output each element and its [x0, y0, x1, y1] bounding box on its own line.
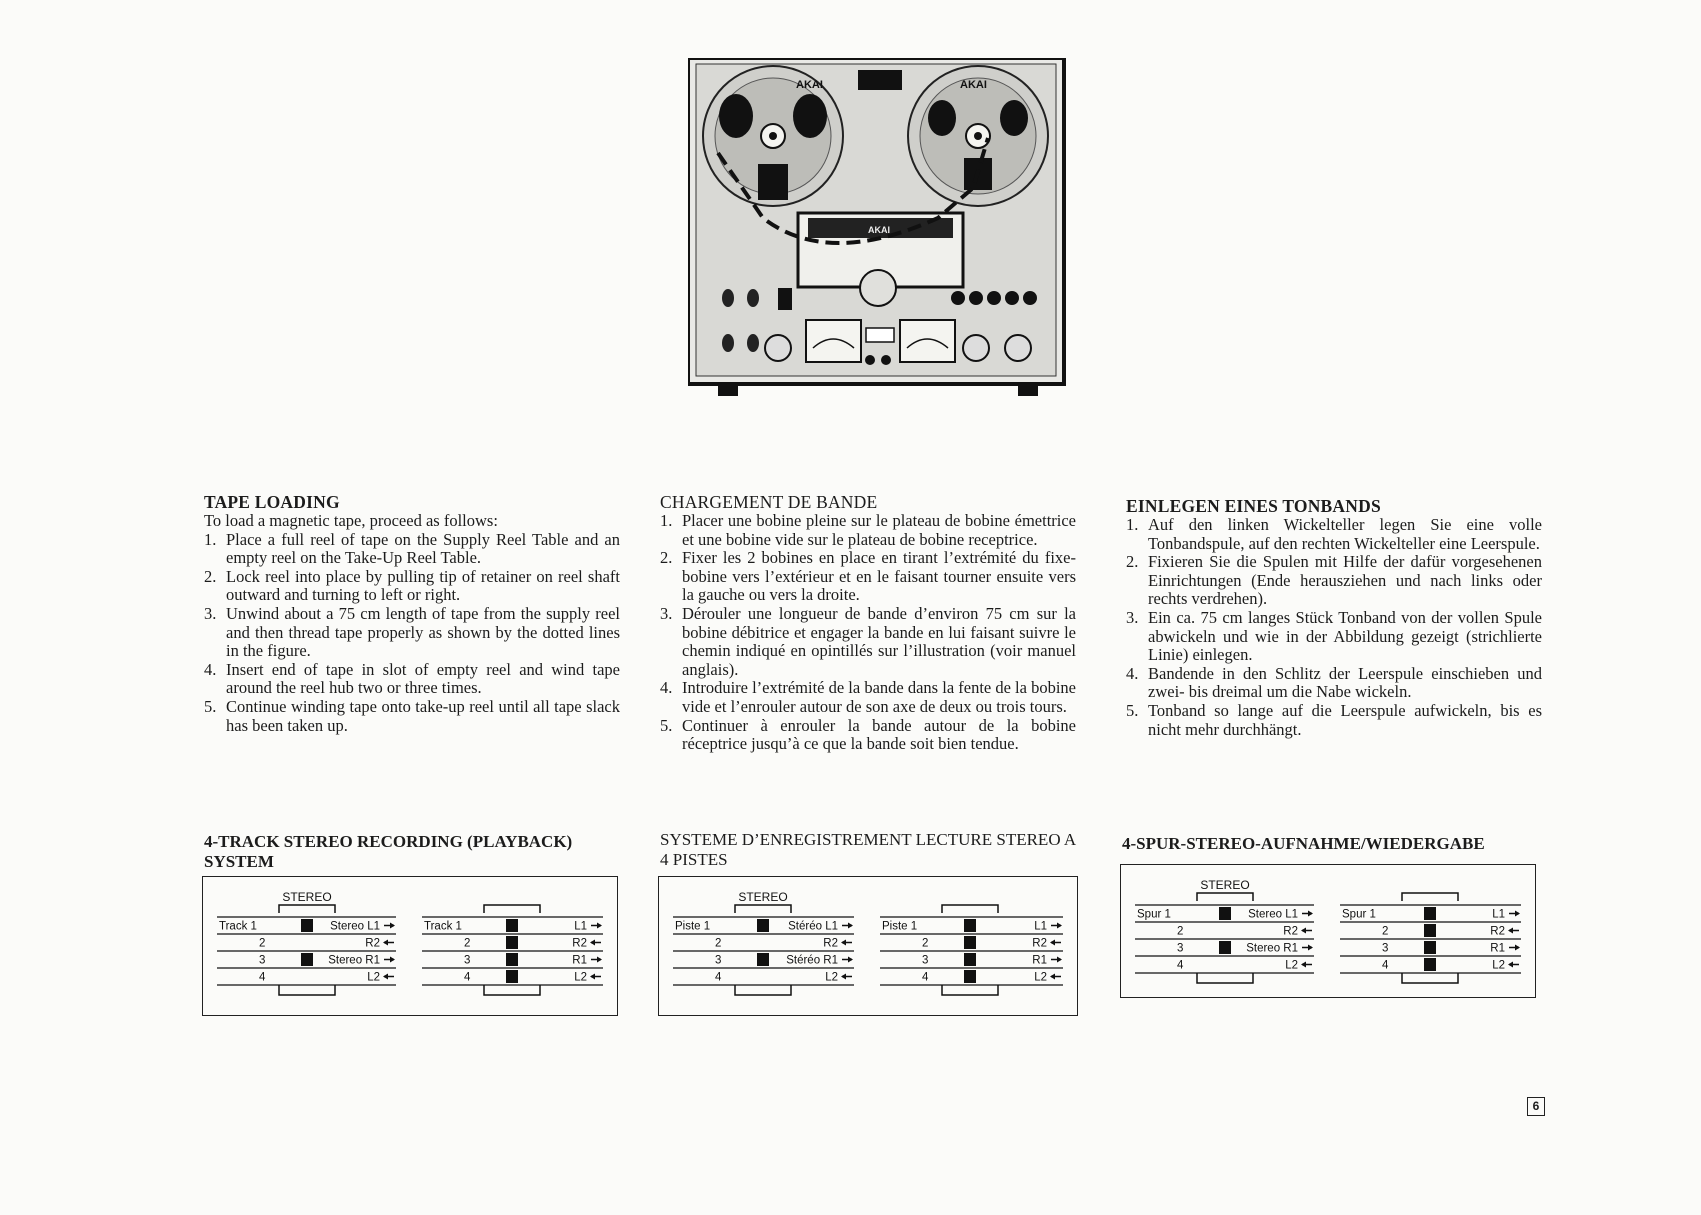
channel-label: L2 — [1285, 959, 1298, 972]
track-label: Spur 1 — [1342, 908, 1376, 921]
arrow-head — [841, 940, 846, 946]
track-label: 4 — [464, 971, 471, 984]
german-column — [1126, 496, 1542, 739]
channel-label: L2 — [1034, 971, 1047, 984]
arrow-head — [1308, 911, 1313, 917]
channel-label: Stéréo R1 — [786, 954, 838, 967]
channel-label: Stéréo L1 — [788, 920, 838, 933]
head-gap — [757, 919, 769, 932]
channel-label: L2 — [825, 971, 838, 984]
head-gap — [1219, 907, 1231, 920]
list-item: 1. Auf den linken Wickelteller legen Sie eine volle Tonbandspule, auf den rechten Wickelteller eine Leerspule. — [1126, 515, 1542, 553]
head-bracket-bottom — [1402, 973, 1458, 983]
list-item: 1. Place a full reel of tape on the Supply Reel Table and an empty reel on the Take-Up Reel Table. — [204, 529, 620, 568]
french-steps — [660, 512, 1076, 754]
arrow-head — [1301, 962, 1306, 968]
arrow-head — [1057, 923, 1062, 929]
channel-label: R2 — [1490, 925, 1505, 938]
list-item: 4. Bandende in den Schlitz der Leerspule einschieben und zwei- bis dreimal um die Nabe wickeln. — [1126, 663, 1542, 702]
track-label: 4 — [715, 971, 722, 984]
track-label: Spur 1 — [1137, 908, 1171, 921]
channel-label: R2 — [1032, 937, 1047, 950]
french-section2-title: SYSTEME D’ENREGISTREMENT LECTURE STEREO A 4 PISTES — [660, 830, 1076, 869]
track-label: 2 — [259, 937, 266, 950]
track-diagram-de — [1120, 864, 1536, 998]
list-item: 5. Continue winding tape onto take-up reel until all tape slack has been taken up. — [204, 696, 620, 735]
english-steps — [204, 531, 620, 736]
track-label: Track 1 — [219, 920, 257, 933]
arrow-head — [390, 957, 395, 963]
track-label: 3 — [464, 954, 471, 967]
channel-label: L1 — [574, 920, 587, 933]
head-gap — [1424, 941, 1436, 954]
french-title: CHARGEMENT DE BANDE — [660, 492, 878, 512]
head-bracket-bottom — [942, 985, 998, 995]
track-label: 3 — [922, 954, 929, 967]
head-gap — [757, 953, 769, 966]
arrow-head — [1308, 945, 1313, 951]
list-item: 2. Fixer les 2 bobines en place en tirant l’extrémité du fixe-bobine vers l’extérieur et en le faisant tourner ensuite vers la gauche ou vers la droite. — [660, 548, 1076, 605]
arrow-head — [590, 940, 595, 946]
english-title: TAPE LOADING — [204, 492, 340, 512]
channel-label: R1 — [572, 954, 587, 967]
head-gap — [506, 936, 518, 949]
arrow-head — [390, 923, 395, 929]
track-label: 3 — [259, 954, 266, 967]
stereo-label: STEREO — [738, 890, 788, 904]
track-label: 4 — [259, 971, 266, 984]
head-bracket-top — [942, 905, 998, 913]
head-gap — [506, 919, 518, 932]
brand-left: AKAI — [796, 79, 823, 91]
track-label: 3 — [715, 954, 722, 967]
track-label: Piste 1 — [882, 920, 918, 933]
head-bracket-bottom — [484, 985, 540, 995]
head-gap — [964, 970, 976, 983]
track-label: 4 — [922, 971, 929, 984]
channel-label: Stereo L1 — [330, 920, 380, 933]
head-bracket-top — [735, 905, 791, 913]
head-gap — [506, 953, 518, 966]
head-gap — [1424, 924, 1436, 937]
german-title: EINLEGEN EINES TONBANDS — [1126, 496, 1381, 516]
head-gap — [964, 936, 976, 949]
stereo-label: STEREO — [282, 890, 332, 904]
arrow-head — [1301, 928, 1306, 934]
channel-label: L1 — [1492, 908, 1505, 921]
brand-center: AKAI — [868, 225, 890, 235]
head-gap — [301, 953, 313, 966]
english-section2-title: 4-TRACK STEREO RECORDING (PLAYBACK) SYSTEM — [204, 832, 573, 871]
list-item: 2. Fixieren Sie die Spulen mit Hilfe der dafür vorgesehenen Einrichtungen (Ende herausziehen und nach links oder rechts verdrehen). — [1126, 552, 1542, 609]
head-gap — [301, 919, 313, 932]
channel-label: R2 — [365, 937, 380, 950]
arrow-head — [848, 957, 853, 963]
list-item: 2. Lock reel into place by pulling tip of retainer on reel shaft outward and turning to left or right. — [204, 566, 620, 605]
head-bracket-bottom — [1197, 973, 1253, 983]
arrow-head — [1515, 945, 1520, 951]
head-gap — [1424, 958, 1436, 971]
arrow-head — [590, 974, 595, 980]
arrow-head — [383, 974, 388, 980]
channel-label: L2 — [367, 971, 380, 984]
track-label: 3 — [1177, 942, 1184, 955]
track-label: 2 — [715, 937, 722, 950]
head-bracket-top — [279, 905, 335, 913]
channel-label: L2 — [574, 971, 587, 984]
arrow-head — [841, 974, 846, 980]
channel-label: R2 — [572, 937, 587, 950]
arrow-head — [1508, 928, 1513, 934]
track-label: 4 — [1382, 959, 1389, 972]
arrow-head — [1515, 911, 1520, 917]
track-label: 2 — [1177, 925, 1184, 938]
german-section2-title: 4-SPUR-STEREO-AUFNAHME/WIEDERGABE — [1122, 834, 1485, 853]
head-gap — [506, 970, 518, 983]
channel-label: R2 — [823, 937, 838, 950]
page-number: 6 — [1527, 1097, 1545, 1116]
track-label: Piste 1 — [675, 920, 711, 933]
head-bracket-top — [484, 905, 540, 913]
list-item: 3. Dérouler une longueur de bande d’environ 75 cm sur la bobine débitrice et engager la bande en lui faisant suivre le chemin indiqué en opintillés sur l’illustration (voir manuel anglais). — [660, 603, 1076, 679]
list-item: 1. Placer une bobine pleine sur le plateau de bobine émettrice et une bobine vide sur le plateau de bobine receptrice. — [660, 511, 1076, 549]
track-label: 2 — [1382, 925, 1389, 938]
track-label: 2 — [922, 937, 929, 950]
arrow-head — [597, 957, 602, 963]
arrow-head — [848, 923, 853, 929]
channel-label: L1 — [1034, 920, 1047, 933]
channel-label: R2 — [1283, 925, 1298, 938]
list-item: 4. Introduire l’extrémité de la bande dans la fente de la bobine vide et l’enrouler autour de son axe de deux ou trois tours. — [660, 678, 1077, 716]
arrow-head — [597, 923, 602, 929]
head-gap — [1219, 941, 1231, 954]
arrow-head — [383, 940, 388, 946]
head-bracket-bottom — [735, 985, 791, 995]
french-column — [660, 492, 1076, 754]
list-item: 3. Ein ca. 75 cm langes Stück Tonband von der vollen Spule abwickeln und wie in der Abbildung gezeigt (strichlierte Linie) einlegen. — [1126, 607, 1542, 665]
arrow-head — [1508, 962, 1513, 968]
channel-label: R1 — [1032, 954, 1047, 967]
tape-deck-photo — [688, 58, 1068, 398]
list-item: 5. Continuer à enrouler la bande autour de la bobine réceptrice jusqu’à ce que la bande soit bien tendue. — [660, 715, 1076, 754]
list-item: 5. Tonband so lange auf die Leerspule aufwickeln, bis es nicht mehr durchhängt. — [1126, 700, 1542, 739]
channel-label: Stereo R1 — [1246, 942, 1298, 955]
channel-label: R1 — [1490, 942, 1505, 955]
head-gap — [964, 953, 976, 966]
head-gap — [1424, 907, 1436, 920]
english-column — [204, 492, 620, 735]
brand-right: AKAI — [960, 79, 987, 91]
track-diagram-en — [202, 876, 618, 1016]
head-bracket-top — [1197, 893, 1253, 901]
german-steps — [1126, 516, 1542, 739]
track-label: 3 — [1382, 942, 1389, 955]
head-gap — [964, 919, 976, 932]
head-bracket-bottom — [279, 985, 335, 995]
list-item: 3. Unwind about a 75 cm length of tape from the supply reel and then thread tape properly as shown by the dotted lines in the figure. — [204, 603, 620, 661]
arrow-head — [1050, 940, 1055, 946]
track-diagram-fr — [658, 876, 1078, 1016]
track-label: 2 — [464, 937, 471, 950]
list-item: 4. Insert end of tape in slot of empty reel and wind tape around the reel hub two or three times. — [204, 659, 620, 698]
channel-label: Stereo R1 — [328, 954, 380, 967]
english-intro: To load a magnetic tape, proceed as follows: — [204, 511, 498, 530]
arrow-head — [1057, 957, 1062, 963]
arrow-head — [1050, 974, 1055, 980]
channel-label: L2 — [1492, 959, 1505, 972]
channel-label: Stereo L1 — [1248, 908, 1298, 921]
head-bracket-top — [1402, 893, 1458, 901]
track-label: 4 — [1177, 959, 1184, 972]
track-label: Track 1 — [424, 920, 462, 933]
stereo-label: STEREO — [1200, 878, 1250, 892]
